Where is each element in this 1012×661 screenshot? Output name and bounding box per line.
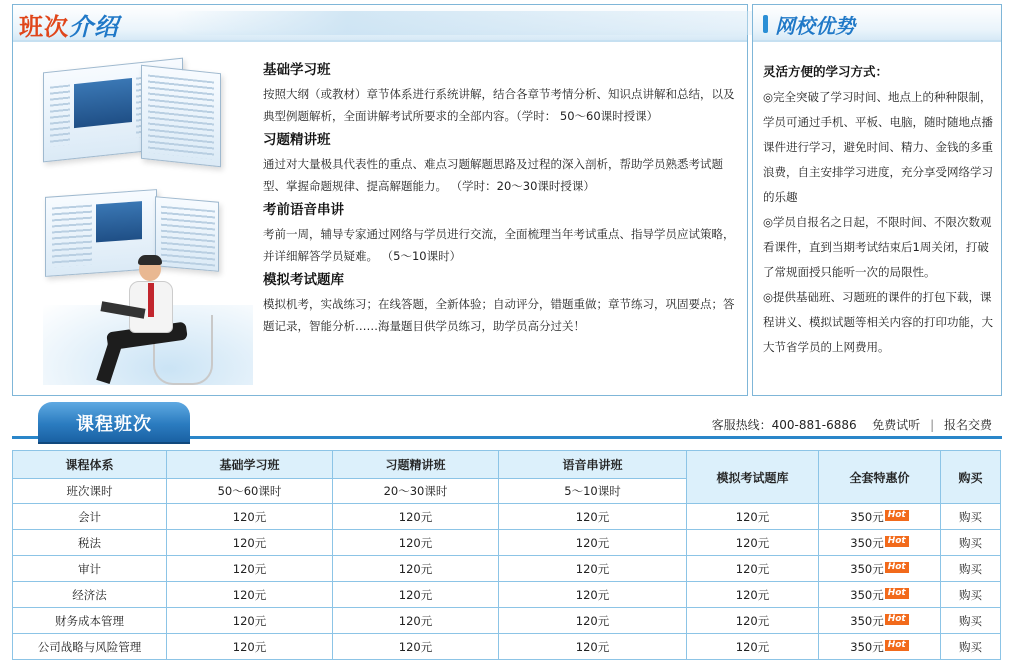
school-advantages-panel [752,4,1002,396]
advantage-item: ◎完全突破了学习时间、地点上的种种限制，学员可通过手机、平板、电脑，随时随地点播课件进行学习，避免时间、精力、金钱的多重浪费，自主安排学习进度，充分享受网络学习的乐趣 [763,90,993,204]
cell-package [819,530,941,556]
cell-voice: 120元 [499,530,687,556]
class-intro-panel [12,4,748,396]
package-price: 350元 [850,613,884,628]
header-buy: 购买 [941,451,1001,504]
hours-basic: 50～60课时 [167,479,333,504]
schedule-links [712,416,992,433]
table-row [13,530,1001,556]
buy-link[interactable]: 购买 [941,556,1001,582]
table-row [13,504,1001,530]
hot-badge: Hot [885,614,909,625]
free-trial-link[interactable]: 免费试听 [872,418,921,432]
cell-package [819,608,941,634]
hours-exercise: 20～30课时 [333,479,499,504]
schedule-tab [38,402,190,442]
advantages-title: 网校优势 [775,14,855,38]
cell-basic: 120元 [167,556,333,582]
package-price: 350元 [850,535,884,550]
course-desc-basic: 按照大纲（或教材）章节体系进行系统讲解，结合各章节考情分析、知识点讲解和总结，以及典型例题解析，全面讲解考试所要求的全部内容。（学时： 50～60课时授课） [263,87,735,123]
cell-subject: 公司战略与风险管理 [13,634,167,660]
class-intro-title [19,7,119,42]
cell-subject: 税法 [13,530,167,556]
cell-package [819,582,941,608]
cell-mock: 120元 [687,504,819,530]
link-separator: | [930,418,935,432]
course-name-basic: 基础学习班 [263,62,331,78]
cell-package [819,556,941,582]
buy-link[interactable]: 购买 [941,634,1001,660]
table-row [13,634,1001,660]
header-decoration [173,11,753,35]
cell-exercise: 120元 [333,556,499,582]
schedule-header [12,400,1002,448]
cell-exercise: 120元 [333,504,499,530]
cell-mock: 120元 [687,530,819,556]
package-price: 350元 [850,639,884,654]
online-learning-illustration [43,65,253,385]
cell-voice: 120元 [499,582,687,608]
header-basic-class: 基础学习班 [167,451,333,479]
hot-badge: Hot [885,562,909,573]
advantages-header [753,5,1001,42]
header-bar-icon [763,15,768,33]
cell-basic: 120元 [167,582,333,608]
header-mock-bank: 模拟考试题库 [687,451,819,504]
hotline-text: 客服热线：400-881-6886 [711,418,857,432]
course-name-exercise: 习题精讲班 [263,132,331,148]
cell-voice: 120元 [499,556,687,582]
class-intro-title-sub: 介绍 [69,13,119,41]
advantage-item: ◎学员自报名之日起，不限时间、不限次数观看课件，直到当期考试结束后1周关闭，打破了常规面授只能听一次的局限性。 [763,215,992,279]
buy-link[interactable]: 购买 [941,582,1001,608]
hot-badge: Hot [885,510,909,521]
hot-badge: Hot [885,588,909,599]
buy-link[interactable]: 购买 [941,608,1001,634]
cell-voice: 120元 [499,608,687,634]
class-intro-header [13,5,747,42]
cell-basic: 120元 [167,504,333,530]
package-price: 350元 [850,561,884,576]
cell-mock: 120元 [687,582,819,608]
course-desc-mock: 模拟机考，实战练习；在线答题，全新体验；自动评分，错题重做；章节练习，巩固要点；答题记录，智能分析……海量题目供学员练习，助学员高分过关！ [263,297,735,333]
course-desc-voice: 考前一周，辅导专家通过网络与学员进行交流，全面梳理当年考试重点、指导学员应试策略，并详细解答学员疑难。 （5～10课时） [263,227,735,263]
cell-exercise: 120元 [333,608,499,634]
advantage-item: ◎提供基础班、习题班的课件的打包下载，课程讲义、模拟试题等相关内容的打印功能，大大节省学员的上网费用。 [763,290,993,354]
cell-mock: 120元 [687,556,819,582]
cell-mock: 120元 [687,608,819,634]
advantages-subtitle: 灵活方便的学习方式： [763,64,889,79]
course-screenshot-2 [141,65,221,167]
cell-exercise: 120元 [333,582,499,608]
course-name-voice: 考前语音串讲 [263,202,344,218]
cell-package [819,634,941,660]
cell-basic: 120元 [167,608,333,634]
signup-pay-link[interactable]: 报名交费 [943,418,992,432]
cell-voice: 120元 [499,504,687,530]
course-price-table [12,450,1001,660]
cell-exercise: 120元 [333,530,499,556]
header-voice-class: 语音串讲班 [499,451,687,479]
header-exercise-class: 习题精讲班 [333,451,499,479]
package-price: 350元 [850,509,884,524]
header-course-system: 课程体系 [13,451,167,479]
price-rows [13,504,1001,660]
table-row [13,582,1001,608]
cell-voice: 120元 [499,634,687,660]
header-package-price: 全套特惠价 [819,451,941,504]
cell-subject: 经济法 [13,582,167,608]
buy-link[interactable]: 购买 [941,530,1001,556]
class-intro-title-main: 班次 [19,13,69,41]
table-row [13,608,1001,634]
cell-mock: 120元 [687,634,819,660]
course-descriptions [263,57,743,337]
cell-subject: 会计 [13,504,167,530]
buy-link[interactable]: 购买 [941,504,1001,530]
course-name-mock: 模拟考试题库 [263,272,344,288]
advantages-body [763,61,995,360]
cell-exercise: 120元 [333,634,499,660]
package-price: 350元 [850,587,884,602]
cell-subject: 审计 [13,556,167,582]
cell-subject: 财务成本管理 [13,608,167,634]
cell-basic: 120元 [167,530,333,556]
course-desc-exercise: 通过对大量极具代表性的重点、难点习题解题思路及过程的深入剖析，帮助学员熟悉考试题型、掌握命题规律、提高解题能力。 （学时：20～30课时授课） [263,157,723,193]
cell-package [819,504,941,530]
cell-basic: 120元 [167,634,333,660]
course-screenshot-4 [155,196,219,272]
hours-label: 班次课时 [13,479,167,504]
schedule-tab-label: 课程班次 [76,414,152,435]
table-row [13,556,1001,582]
hours-voice: 5～10课时 [499,479,687,504]
hot-badge: Hot [885,640,909,651]
hot-badge: Hot [885,536,909,547]
